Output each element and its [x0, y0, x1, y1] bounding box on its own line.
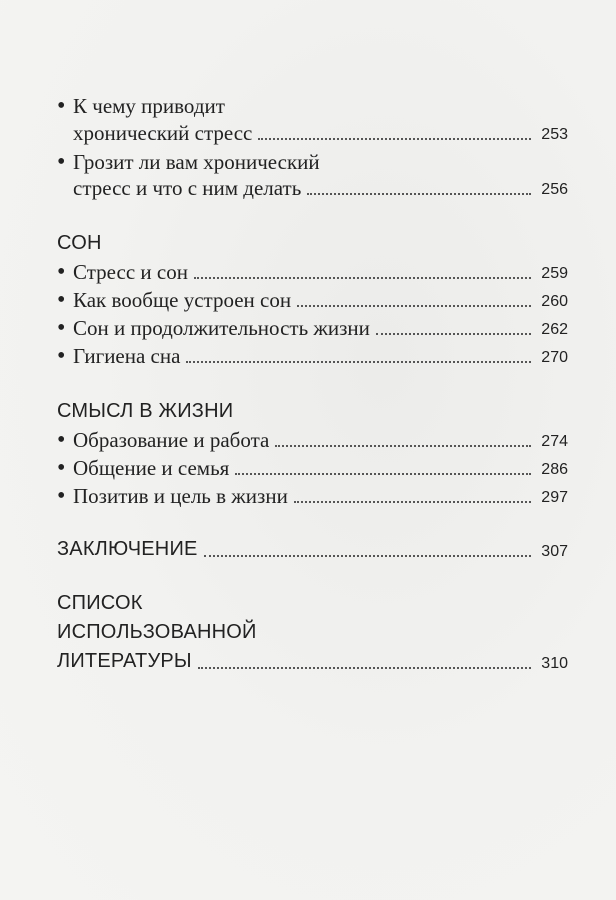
- toc-entry: [73, 482, 568, 510]
- bullet: •: [57, 455, 66, 481]
- leader-dots: [186, 360, 531, 363]
- page-number: 286: [541, 461, 568, 478]
- leader-dots: [235, 472, 531, 475]
- toc-entry-line1: Грозит ли вам хронический: [73, 150, 320, 174]
- page-number: 297: [541, 489, 568, 506]
- toc-entry-label: Образование и работа: [73, 428, 270, 452]
- toc-entry-label: Как вообще устроен сон: [73, 288, 292, 312]
- toc-entry: [73, 314, 568, 342]
- toc-entry-line2: хронический стресс: [73, 121, 253, 145]
- section-title-sleep: СОН: [57, 232, 102, 254]
- toc-entry-label: Общение и семья: [73, 456, 230, 480]
- page-number: 259: [541, 265, 568, 282]
- toc-entry: [73, 286, 568, 314]
- toc-entry: [73, 426, 568, 454]
- page-number: 260: [541, 293, 568, 310]
- toc-entry-conclusion: [57, 534, 568, 564]
- page-number: 270: [541, 349, 568, 366]
- toc-entry-stress-effects: [73, 119, 568, 147]
- page-number: 256: [541, 181, 568, 198]
- section-title-meaning: СМЫСЛ В ЖИЗНИ: [57, 400, 234, 422]
- bullet: •: [57, 149, 66, 175]
- toc-entry-label: Сон и продолжительность жизни: [73, 316, 370, 340]
- toc-entry: [73, 454, 568, 482]
- leader-dots: [376, 332, 531, 335]
- leader-dots: [194, 276, 531, 279]
- section-title-conclusion: ЗАКЛЮЧЕНИЕ: [57, 538, 198, 560]
- toc-entry-line1: К чему приводит: [73, 94, 225, 118]
- bullet: •: [57, 343, 66, 369]
- toc-entry-label: Гигиена сна: [73, 344, 181, 368]
- toc-entry-label: Стресс и сон: [73, 260, 188, 284]
- page-number: 262: [541, 321, 568, 338]
- toc-entry-line2: стресс и что с ним делать: [73, 176, 302, 200]
- bullet: •: [57, 259, 66, 285]
- toc-entry-references: [57, 646, 568, 676]
- page-number: 274: [541, 433, 568, 450]
- section-title-refs-line3: ЛИТЕРАТУРЫ: [57, 650, 192, 672]
- leader-dots: [294, 500, 531, 503]
- bullet: •: [57, 483, 66, 509]
- page-number: 307: [541, 543, 568, 560]
- page-number: 310: [541, 655, 568, 672]
- toc-entry-chronic-stress: [73, 174, 568, 202]
- section-title-refs-line2: ИСПОЛЬЗОВАННОЙ: [57, 621, 257, 643]
- bullet: •: [57, 427, 66, 453]
- toc-entry: [73, 342, 568, 370]
- leader-dots: [204, 554, 532, 557]
- bullet: •: [57, 315, 66, 341]
- bullet: •: [57, 287, 66, 313]
- leader-dots: [198, 666, 531, 669]
- leader-dots: [297, 304, 531, 307]
- page-number: 253: [541, 126, 568, 143]
- leader-dots: [258, 137, 531, 140]
- leader-dots: [275, 444, 531, 447]
- section-title-refs-line1: СПИСОК: [57, 592, 143, 614]
- toc-entry-label: Позитив и цель в жизни: [73, 484, 288, 508]
- toc-entry: [73, 258, 568, 286]
- leader-dots: [307, 192, 531, 195]
- bullet: •: [57, 93, 66, 119]
